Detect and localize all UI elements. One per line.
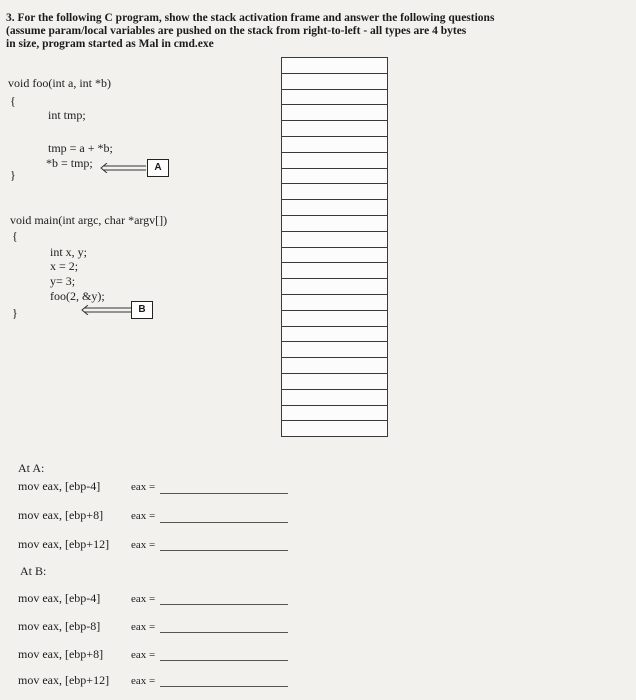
at-a-instr-2: mov eax, [ebp+8] [18, 508, 104, 522]
at-a-eax-1: eax = [131, 481, 156, 493]
at-b-eax-3: eax = [131, 649, 156, 661]
marker-b-box: B [131, 301, 153, 319]
stack-slot[interactable] [281, 279, 388, 295]
at-b-eax-1: eax = [131, 593, 156, 605]
stack-slot[interactable] [281, 421, 388, 437]
stack-slot[interactable] [281, 374, 388, 390]
foo-close-brace: } [10, 168, 16, 182]
stack-slot[interactable] [281, 342, 388, 358]
at-b-answer-blank-4[interactable] [160, 686, 288, 687]
stack-slot[interactable] [281, 74, 388, 90]
marker-b-arrow [80, 305, 132, 313]
question-line-2: (assume param/local variables are pushed on the stack from right-to-left - all types are 4 bytes [6, 25, 467, 37]
stack-slot[interactable] [281, 58, 388, 74]
stack-slot[interactable] [281, 184, 388, 200]
main-open-brace: { [12, 229, 18, 243]
foo-signature: void foo(int a, int *b) [8, 76, 111, 90]
at-a-eax-3: eax = [131, 539, 156, 551]
stack-slot[interactable] [281, 390, 388, 406]
stack-slot[interactable] [281, 169, 388, 185]
stack-slot[interactable] [281, 295, 388, 311]
stack-slot[interactable] [281, 153, 388, 169]
main-signature: void main(int argc, char *argv[]) [10, 213, 168, 227]
stack-slot[interactable] [281, 200, 388, 216]
at-b-label: At B: [20, 564, 47, 578]
at-a-instr-1: mov eax, [ebp-4] [18, 479, 101, 493]
main-stmt-1: x = 2; [50, 259, 79, 273]
at-b-instr-2: mov eax, [ebp-8] [18, 619, 101, 633]
stack-slot[interactable] [281, 263, 388, 279]
stack-slot[interactable] [281, 311, 388, 327]
main-close-brace: } [12, 306, 18, 320]
main-stmt-2: y= 3; [50, 274, 76, 288]
foo-stmt-2: *b = tmp; [46, 156, 93, 170]
stack-slot[interactable] [281, 406, 388, 422]
stack-slot[interactable] [281, 90, 388, 106]
question-text [6, 12, 566, 51]
stack-frame-grid [281, 57, 388, 437]
at-a-eax-2: eax = [131, 510, 156, 522]
stack-slot[interactable] [281, 358, 388, 374]
at-a-instr-3: mov eax, [ebp+12] [18, 537, 110, 551]
stack-slot[interactable] [281, 137, 388, 153]
at-a-answer-blank-3[interactable] [160, 550, 288, 551]
at-a-label: At A: [18, 461, 45, 475]
main-stmt-3: foo(2, &y); [50, 289, 105, 303]
at-b-eax-4: eax = [131, 675, 156, 687]
foo-decl: int tmp; [48, 108, 86, 122]
at-b-instr-4: mov eax, [ebp+12] [18, 673, 110, 687]
marker-a-arrow [99, 163, 147, 171]
at-b-answer-blank-2[interactable] [160, 632, 288, 633]
foo-stmt-1: tmp = a + *b; [48, 141, 113, 155]
at-b-answer-blank-3[interactable] [160, 660, 288, 661]
stack-slot[interactable] [281, 232, 388, 248]
foo-open-brace: { [10, 94, 16, 108]
at-b-eax-2: eax = [131, 621, 156, 633]
stack-slot[interactable] [281, 248, 388, 264]
at-b-answer-blank-1[interactable] [160, 604, 288, 605]
marker-a-box: A [147, 159, 169, 177]
main-decl: int x, y; [50, 245, 88, 259]
stack-slot[interactable] [281, 105, 388, 121]
question-line-3: in size, program started as Mal in cmd.exe [6, 38, 214, 50]
at-a-answer-blank-1[interactable] [160, 493, 288, 494]
question-line-1: 3. For the following C program, show the stack activation frame and answer the following questions [6, 12, 495, 24]
stack-slot[interactable] [281, 216, 388, 232]
stack-slot[interactable] [281, 121, 388, 137]
at-b-instr-3: mov eax, [ebp+8] [18, 647, 104, 661]
at-b-instr-1: mov eax, [ebp-4] [18, 591, 101, 605]
at-a-answer-blank-2[interactable] [160, 522, 288, 523]
stack-slot[interactable] [281, 327, 388, 343]
